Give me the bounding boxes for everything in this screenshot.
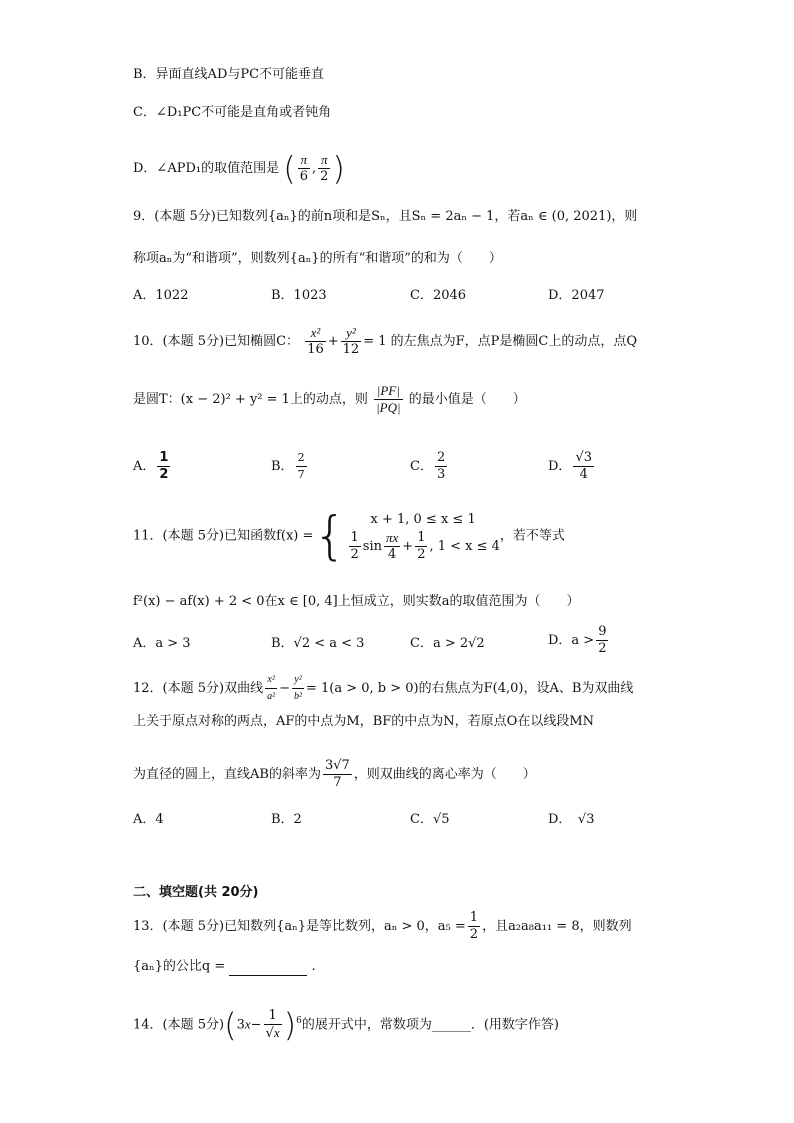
q11-stem-line1: 11．(本题 5分)已知函数f(x) ={ x + 1, 0 ≤ x ≤ 1 $\frac{1}{2}$ sin $\frac{\pi x}{4}$ + $\frac{1}{2}$ , 1 < x ≤ 4 ，若不等式: [133, 506, 565, 567]
q12-option-d: D． √3: [548, 812, 595, 827]
q12-stem-line3: 为直径的圆上，直线AB的斜率为 $\frac{3√7}{7}$ ，则双曲线的离心率为（ ）: [133, 758, 536, 790]
section-heading: 二、填空题(共 20分): [133, 885, 259, 900]
q12-option-a: A．4: [133, 812, 164, 827]
q12-stem-line1: 12．(本题 5分)双曲线 $\frac{\text{x²}}{\text{a²}}$ − $\frac{\text{y²}}{\text{b²}}$ = 1(a > 0, b > 0)的右焦点为F(4,0)，设A、B为双曲线: [133, 674, 634, 702]
q9-stem-line2: 称项aₙ为“和谐项”，则数列{aₙ}的所有“和谐项”的和为（ ）: [133, 251, 502, 266]
q10-suffix: 的左焦点为F，点P是椭圆C上的动点，点Q: [390, 334, 637, 349]
q8-option-b: B．异面直线AD与PC不可能垂直: [133, 67, 325, 82]
q12-stem-line2: 上关于原点对称的两点，AF的中点为M，BF的中点为N，若原点O在以线段MN: [133, 714, 595, 729]
q13-prefix: 13．(本题 5分)已知数列{aₙ}是等比数列，aₙ > 0，a₅ =: [133, 919, 466, 934]
q8-option-d: D．∠APD₁的取值范围是 ( $\frac{\pi}{6}$ , $\frac{\pi}{2}$ ): [133, 149, 345, 188]
q13-suffix: ，且a₂a₈a₁₁ = 8，则数列: [482, 919, 632, 934]
q8-option-c: C．∠D₁PC不可能是直角或者钝角: [133, 105, 332, 120]
q9-stem-line1: 9．(本题 5分)已知数列{aₙ}的前n项和是Sₙ，且Sₙ = 2aₙ − 1，若aₙ ∈ (0, 2021)，则: [133, 209, 638, 224]
q9-option-b: B．1023: [271, 288, 327, 303]
q13-answer-blank[interactable]: [229, 961, 307, 976]
q12-option-b: B．2: [271, 812, 302, 827]
q10-line2-suffix: 的最小值是（ ）: [408, 392, 526, 407]
q11-option-b: B．√2 < a < 3: [271, 636, 365, 651]
q11-stem-line2: f²(x) − af(x) + 2 < 0在x ∈ [0, 4]上恒成立，则实数a的取值范围为（ ）: [133, 594, 580, 609]
q10-option-a: A． $\frac{1}{2}$: [133, 450, 169, 482]
q9-option-d: D．2047: [548, 288, 605, 303]
q11-prefix: 11．(本题 5分)已知函数f(x) =: [133, 528, 314, 544]
q8-option-d-text: D．∠APD₁的取值范围是: [133, 161, 280, 176]
q10-prefix: 10．(本题 5分)已知椭圆C：: [133, 334, 300, 349]
q11-option-a: A．a > 3: [133, 636, 191, 651]
q12-line3-prefix: 为直径的圆上，直线AB的斜率为: [133, 767, 321, 782]
q10-option-b: B． $\frac{2}{7}$: [271, 451, 305, 481]
q11-option-c: C．a > 2√2: [410, 636, 485, 651]
q14-prefix: 14．(本题 5分): [133, 1017, 225, 1033]
q10-option-d: D． $\frac{√3}{4}$: [548, 450, 592, 482]
q12-prefix: 12．(本题 5分)双曲线: [133, 681, 264, 696]
q11-case2: , 1 < x ≤ 4: [429, 539, 500, 554]
q9-option-c: C．2046: [410, 288, 467, 303]
q9-option-a: A．1022: [133, 288, 189, 303]
q14-suffix: 的展开式中，常数项为______．(用数字作答): [301, 1017, 559, 1033]
q14-stem: 14．(本题 5分)(3x− $\frac{1}{√x}$ )$^6$的展开式中，常数项为______．(用数字作答): [133, 1006, 559, 1044]
q11-case1: x + 1, 0 ≤ x ≤ 1: [370, 512, 476, 527]
q13-line2-text: {aₙ}的公比q =: [133, 959, 226, 974]
q10-line2-prefix: 是圆T：(x − 2)² + y² = 1上的动点，则: [133, 392, 368, 407]
q12-suffix: = 1(a > 0, b > 0)的右焦点为F(4,0)，设A、B为双曲线: [306, 681, 634, 696]
q11-option-d-text: D．a >: [548, 633, 595, 648]
q12-option-c: C．√5: [410, 812, 450, 827]
q10-option-c: C． $\frac{2}{3}$: [410, 450, 446, 482]
q11-suffix: ，若不等式: [499, 528, 565, 544]
q13-stem-line1: 13．(本题 5分)已知数列{aₙ}是等比数列，aₙ > 0，a₅ = $\frac{1}{2}$ ，且a₂a₈a₁₁ = 8，则数列: [133, 910, 632, 942]
q10-stem-line1: 10．(本题 5分)已知椭圆C： $\frac{\text{x²}}{16}$ + $\frac{\text{y²}}{12}$ = 1 的左焦点为F，点P是椭圆C上的动点，点Q: [133, 325, 637, 357]
q10-stem-line2: 是圆T：(x − 2)² + y² = 1上的动点，则 $\frac{|PF|}{|PQ|}$ 的最小值是（ ）: [133, 383, 526, 415]
q11-option-d: D．a > $\frac{9}{2}$: [548, 624, 607, 656]
q13-stem-line2: {aₙ}的公比q = .: [133, 959, 316, 974]
q12-line3-suffix: ，则双曲线的离心率为（ ）: [353, 767, 536, 782]
